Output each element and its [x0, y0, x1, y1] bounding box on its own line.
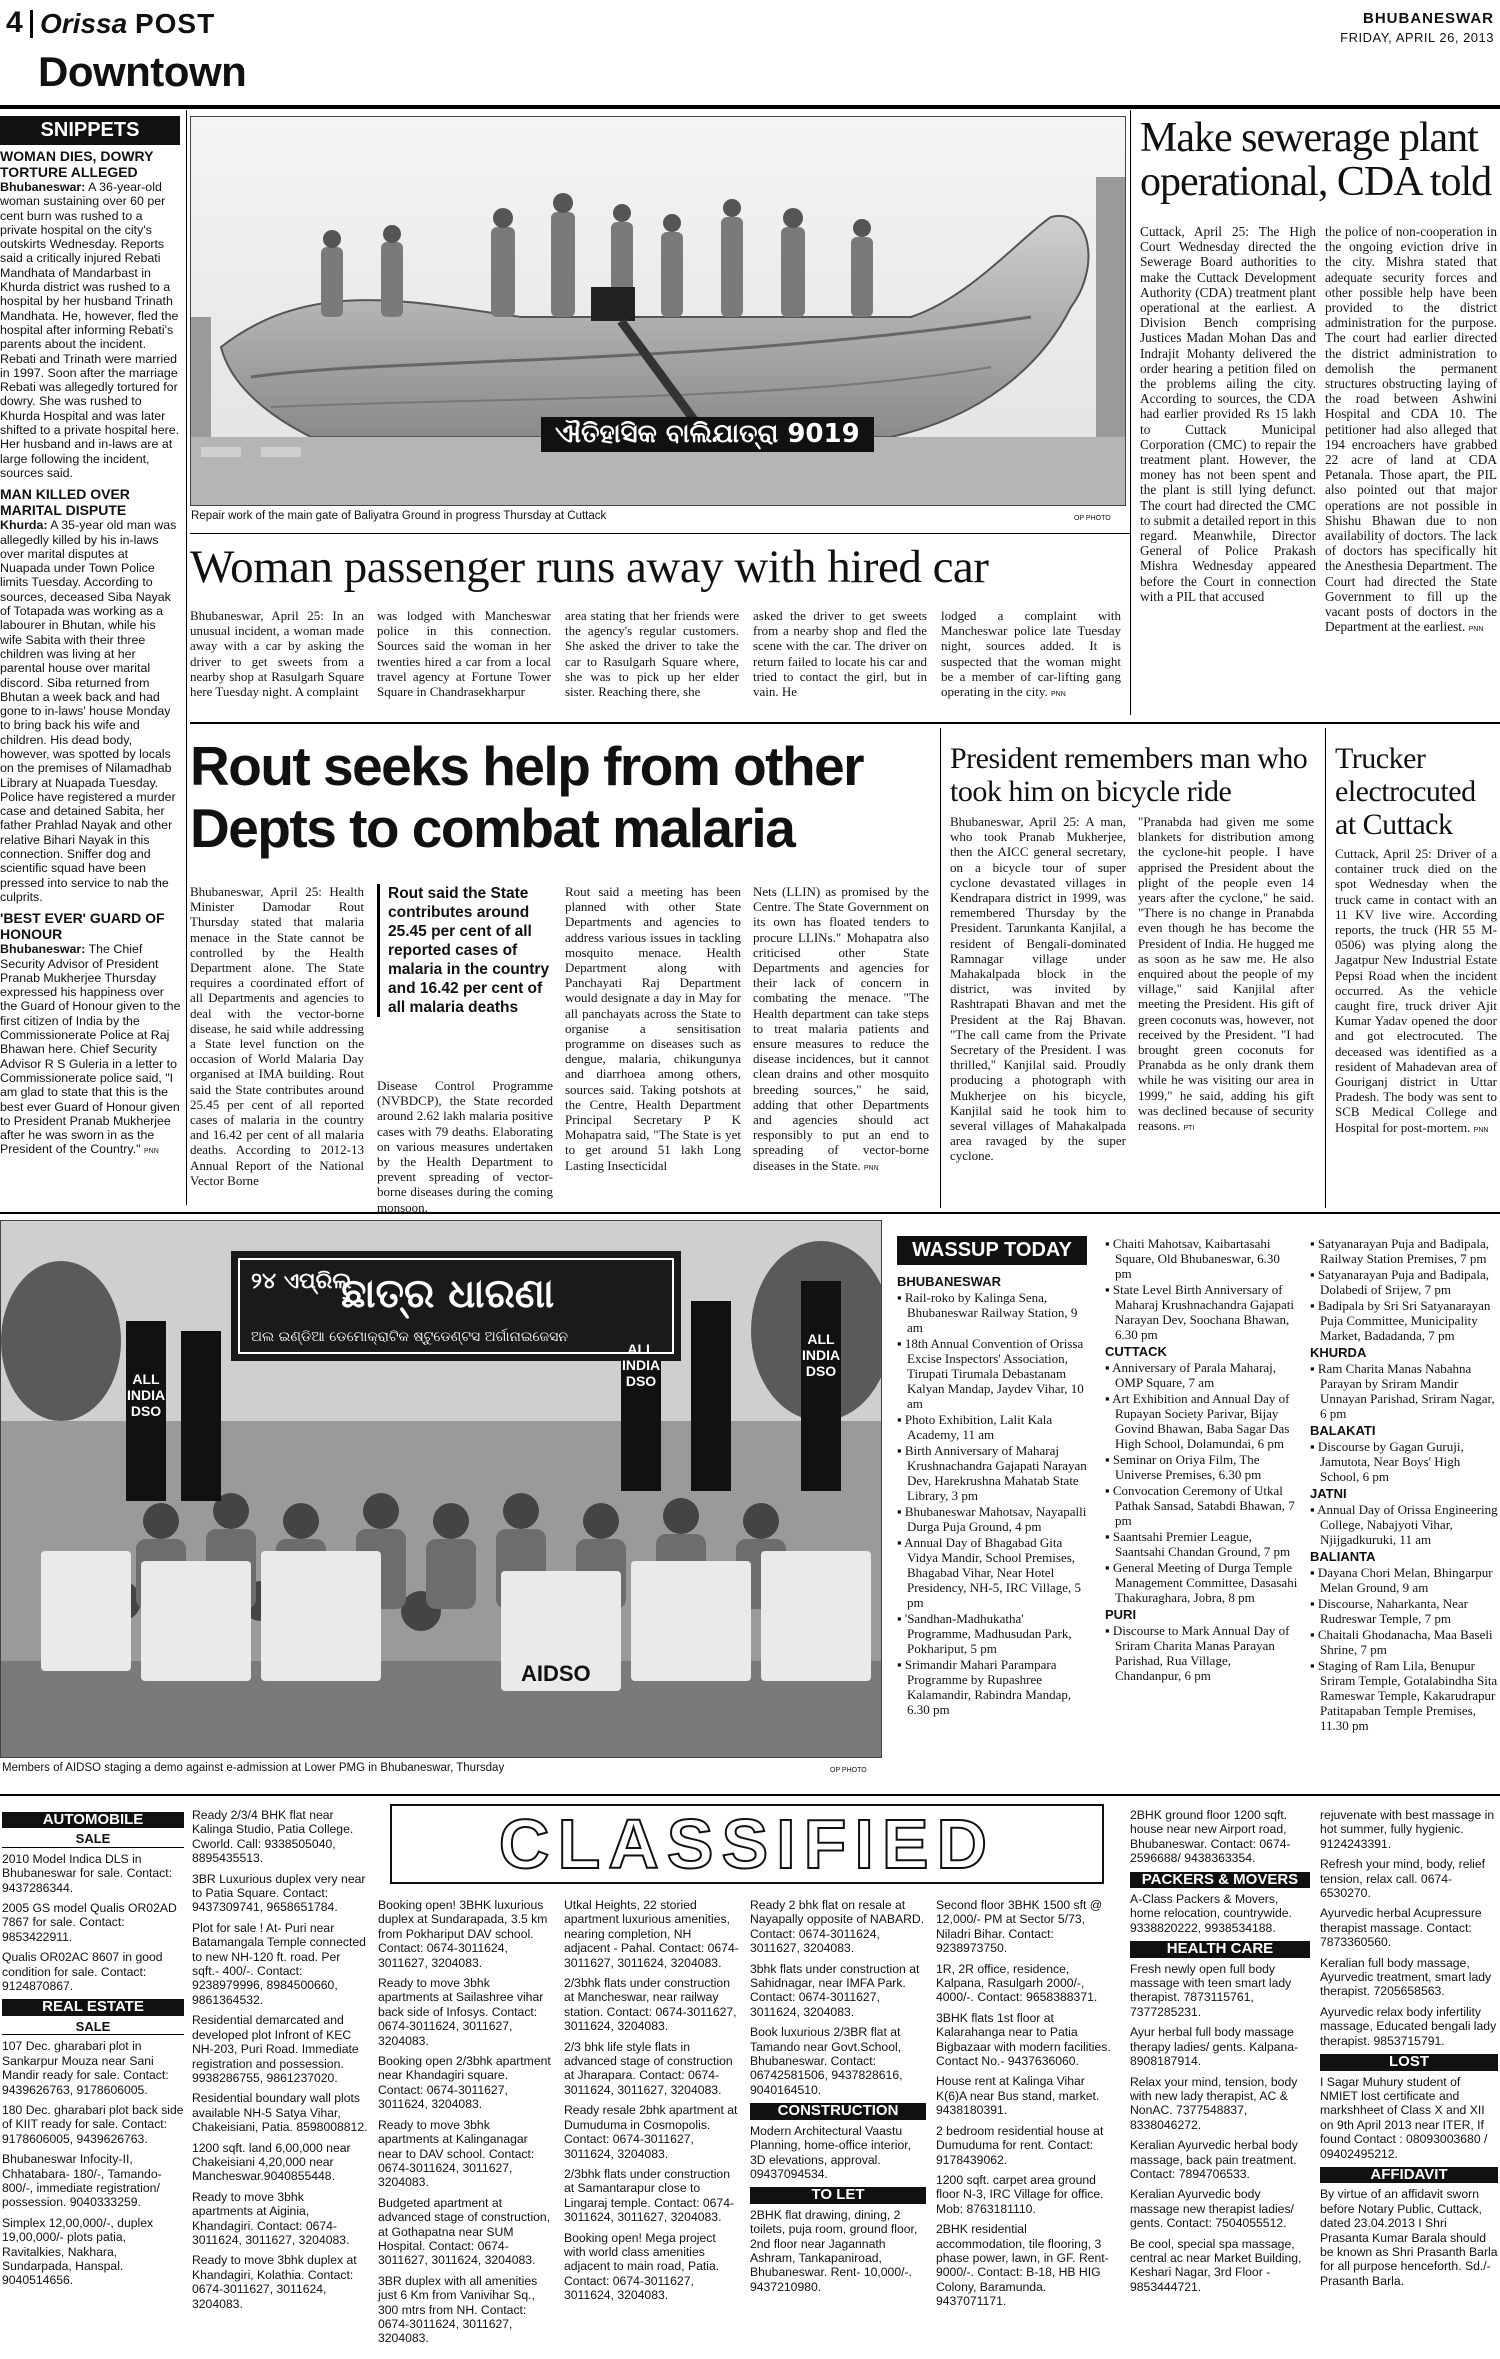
- snippets-heading: SNIPPETS: [0, 116, 180, 145]
- ad: Ayurvedic herbal Acupressure therapist massage. Contact: 7873360560.: [1320, 1906, 1482, 1950]
- baliyatra-signboard: ଐତିହାସିକ ବାଲିଯାତ୍ରା 9019: [541, 417, 874, 452]
- classified-banner: [390, 1804, 1104, 1884]
- event-text: Saantsahi Premier League, Saantsahi Chandan Ground, 7 pm: [1112, 1529, 1291, 1559]
- to-let-heading: TO LET: [750, 2187, 926, 2203]
- event-text: Seminar on Oriya Film, The Universe Premises, 6.30 pm: [1112, 1452, 1262, 1482]
- event-item: [1310, 1502, 1500, 1547]
- event-text: Birth Anniversary of Maharaj Krushnachandra Gajapati Narayan Dev, Harekrushna Mahatab State Library, 3 pm: [904, 1443, 1087, 1503]
- aidso-demo-photo: [0, 1220, 882, 1758]
- baliyatra-gate-photo: [190, 116, 1126, 506]
- bullet-icon: ▪: [897, 1290, 905, 1305]
- ad: Qualis OR02AC 8607 in good condition for sale. Contact: 9124870867.: [2, 1950, 163, 1994]
- event-text: Art Exhibition and Annual Day of Rupayan Society Parivar, Bijay Govind Bhawan, Baba Sagar Das High School, Dolamundai, 6 pm: [1112, 1391, 1290, 1451]
- ad: 2BHK residential accommodation, tile flooring, 3 phase power, lawn, in GF. Rent- 9000/-. Contact: B-18, HB HIG Colony, Baramunda. 9437071171.: [936, 2222, 1109, 2309]
- classified-col-8: [1320, 1808, 1498, 2294]
- dso-flag-1: ALL INDIA DSO: [127, 1371, 166, 1419]
- malaria-col-1: Bhubaneswar, April 25: Health Minister Damodar Rout Thursday stated that malaria menace in the State cannot be controlled by the Health Department alone. The State requires a coordinated effort of all Departments and agencies to deal with the vector-borne disease, he said while addressing a State level function on the occasion of World Malaria Day organised at IMA building. Rout said the State contributes around 25.45 per cent of all reported cases of malaria in the country and 16.42 per cent of all malaria deaths. According to 2012-13 Annual Report of the National Vector Borne: [190, 884, 364, 1188]
- event-item: [897, 1412, 1087, 1442]
- aidso-placard: AIDSO: [521, 1661, 591, 1686]
- bullet-icon: ▪: [1310, 1361, 1318, 1376]
- classified-col-7: [1130, 1808, 1310, 2300]
- event-text: KHURDA: [1310, 1345, 1367, 1360]
- event-item: [1310, 1236, 1500, 1266]
- ad: House rent at Kalinga Vihar K(6)A near Bus stand, market. 9438180391.: [936, 2074, 1100, 2118]
- event-item: [1105, 1452, 1299, 1482]
- real-estate-heading: REAL ESTATE: [2, 1999, 184, 2015]
- event-text: PURI: [1105, 1607, 1137, 1622]
- event-text: Rail-roko by Kalinga Sena, Bhubaneswar Railway Station, 9 am: [904, 1290, 1078, 1335]
- ad: 3BR Luxurious duplex very near to Patia Square. Contact: 9437309741, 9658651784.: [192, 1871, 366, 1915]
- bullet-icon: ▪: [1310, 1267, 1318, 1282]
- bullet-icon: ▪: [1105, 1282, 1113, 1297]
- ad: Ready to move 3bhk duplex at Khandagiri, Kolathia. Contact: 0674-3011627, 3011624, 3204083.: [192, 2253, 357, 2311]
- ad: Ready resale 2bhk apartment at Dumuduma in Cosmopolis. Contact: 0674-3011627, 3011624, 3204083.: [564, 2103, 738, 2161]
- bullet-icon: ▪: [1105, 1452, 1113, 1467]
- event-location: [1310, 1345, 1500, 1360]
- event-text: General Meeting of Durga Temple Management Committee, Dasasahi Thakuraghara, Jobra, 8 pm: [1112, 1560, 1298, 1605]
- ad: Ready to move 3bhk apartments at Sailashree vihar back side of Infosys. Contact: 0674-3011624, 3011627, 3204083.: [378, 1976, 544, 2048]
- event-item: [1310, 1361, 1500, 1421]
- ad: Fresh newly open full body massage with teen smart lady therapist. 7873115761, 7377285231.: [1130, 1961, 1292, 2019]
- ad: Plot for sale ! At- Puri near Batamangala Temple connected to new NH-120 ft. road. Per sqft.- 400/-. Contact: 9238979996, 8984500660, 9861364532.: [192, 1920, 366, 2007]
- ad: Ayur herbal full body massage therapy ladies/ gents. Kalpana- 8908187914.: [1130, 2025, 1299, 2069]
- ad: 2/3 bhk life style flats in advanced stage of construction at Jharapara. Contact: 0674-3011624, 3011627, 3204083.: [564, 2039, 733, 2097]
- event-item: [897, 1290, 1087, 1335]
- event-item: [1105, 1483, 1299, 1528]
- event-text: JATNI: [1310, 1486, 1347, 1501]
- event-item: [1105, 1529, 1299, 1559]
- bullet-icon: ▪: [897, 1504, 905, 1519]
- trucker-headline: Trucker electrocuted at Cuttack: [1335, 742, 1476, 841]
- ad: 1200 sqft. land 6,00,000 near Chakeisiani 4,20,000 near Mancheswar.9040855448.: [192, 2140, 351, 2184]
- trucker-text: Cuttack, April 25: Driver of a container truck died on the spot Wednesday when the truck came in contact with an 11 KV live wire. According reports, the truck (HR 55 M- 0506) was plying along the Jagatpur New Industrial Estate Pepsi Road when the incident occurred. As the vehicle caught fire, truck driver Ajit Kumar Yadav opened the door and got electrocuted. The deceased was identified as a resident of Mahadevan area of Gouriganj district in Uttar Pradesh. The body was sent to SCB Medical College and Hospital for post-mortem. PNN: [1335, 846, 1497, 1135]
- event-text: Staging of Ram Lila, Benupur Sriram Temple, Gotalabindha Sita Rameswar Temple, Kakarudrapur Patitapaban Temple Premises, 11.30 pm: [1317, 1658, 1498, 1733]
- classified-col-6: [936, 1898, 1112, 2315]
- ad: By virtue of an affidavit sworn before Notary Public, Cuttack, dated 23.04.2013 I Shri Prasanta Kumar Barala should be known as Shri Prasanth Barla for all purpose henceforth. Sd./- Prasanth Barla.: [1320, 2187, 1498, 2288]
- snippet-3: [0, 910, 181, 1159]
- bullet-icon: ▪: [1105, 1236, 1113, 1251]
- woman-col-2: was lodged with Mancheswar police in this connection. Sources said the woman in her twenties hired a car from a local travel agency at Fortune Tower Square in Chandrasekharpur: [377, 608, 551, 700]
- event-text: Discourse to Mark Annual Day of Sriram Charita Manas Parayan Parishad, Rua Village, Chandanpur, 6 pm: [1112, 1623, 1290, 1683]
- malaria-col-3: Rout said a meeting has been planned with other State Departments and agencies to address various issues in tackling mosquito menace. Health Department along with Panchayati Raj Department would designate a day in May for all panchayats across the State to organise a sensitisation programme on diseases such as dengue, malaria, chikungunya and diarrhoea among others, sources said. Taking potshots at the Centre, Health Department Principal Secretary P K Mohapatra said, "The State is yet to get around 51 lakh Long Lasting Insecticidal: [565, 884, 741, 1173]
- wassup-heading: WASSUP TODAY: [897, 1236, 1087, 1265]
- event-location: [1105, 1344, 1299, 1359]
- event-item: [897, 1336, 1087, 1411]
- sewerage-col2: the police of non-cooperation in the ongoing eviction drive in the city. Mishra stated that adequate security forces and other possible help have been provided to the district administration for the purpose. The court had earlier directed the district administration to demolish the permanent structures obstructing laying of the road between Ashwini Hospital and CDA 10. The petitioner had also alleged that 194 encroachers have grabbed 22 acre of land at CDA Petanala. Those apart, the PIL also pointed out that major operations are not possible in Shishu Bhawan due to non availability of doctors. The lack of doctors has specifically hit the Anesthesia Department. The Court had directed the State Government to fill up the vacant posts of doctors in the Department at the earliest. PNN: [1325, 224, 1497, 635]
- masthead-city: BHUBANESWAR: [1363, 10, 1494, 27]
- event-item: [1310, 1267, 1500, 1297]
- bullet-icon: ▪: [1105, 1560, 1113, 1575]
- ad: Be cool, special spa massage, central ac near Market Building, Keshari Nagar, 3rd Floor - 9853444721.: [1130, 2236, 1302, 2294]
- snippet-text: Khurda: A 35-year old man was allegedly killed by his in-laws over marital disputes at Nuapada under Town Police limits Tuesday. According to sources, deceased Siba Nayak of Totapada was working as a labourer in Bhutan, while his wife Sabita with their three children was living at her parental house over marital discord. Siba returned from Bhutan a week back and had gone to in-laws' house Monday to bring back his wife and children. His dead body, however, was spotted by locals on the premises of Nilamadhab Library at Nuapada Tuesday. Police have registered a murder case and detained Sabita, her father Prahlad Nayak and other relative Bihari Nayak in this connection. Sniffer dog and scientific squad have been pressed into service to nab the culprits.: [0, 518, 177, 904]
- ad: 2/3bhk flats under construction at Mancheswar, near railway station. Contact: 0674-3011627, 3011624, 3204083.: [564, 1976, 737, 2034]
- wassup-col-2: [1105, 1236, 1299, 1684]
- classified-title: CLASSIFIED: [498, 1805, 996, 1883]
- event-text: Convocation Ceremony of Utkal Pathak Sansad, Satabdi Bhawan, 7 pm: [1112, 1483, 1295, 1528]
- event-item: [1105, 1236, 1299, 1281]
- sewerage-col1: Cuttack, April 25: The High Court Wednesday directed the Sewerage Board authorities to make the Cuttack Development Authority (CDA) treatment plant operational at the earliest. A Division Bench comprising Justices Madan Mohan Das and Indrajit Mohanty delivered the order hearing a petition filed on the problems ailing the city. According to sources, the CDA had earlier provided Rs 15 lakh to Cuttack Municipal Corporation (CMC) to repair the treatment plant. However, the money has not been spent and the plant is still lying defunct. The court had directed the CMC to submit a detailed report in this regard. Meanwhile, Director General of Police Prakash Mishra Wednesday appeared before the Court in connection with a PIL that accused: [1140, 224, 1316, 604]
- ad: 3BHK flats 1st floor at Kalarahanga near to Patia Bigbazaar with modern facilities. Contact No.- 9437636060.: [936, 2010, 1111, 2069]
- ad: 107 Dec. gharabari plot in Sankarpur Mouza near Sani Mandir ready for sale. Contact: 9439626763, 9178606005.: [2, 2039, 169, 2097]
- event-location: [1105, 1607, 1299, 1622]
- ad: Budgeted apartment at advanced stage of construction, at Gothapatna near SUM Hospital. Contact: 0674-3011627, 3011624, 3204083.: [378, 2195, 551, 2268]
- event-text: Badipala by Sri Sri Satyanarayan Puja Committee, Municipality Market, Badadanda, 7 pm: [1317, 1298, 1491, 1343]
- ad: Keralian Ayurvedic body massage new therapist ladies/ gents. Contact: 7504055512.: [1130, 2187, 1294, 2231]
- event-item: [1105, 1360, 1299, 1390]
- bullet-icon: ▪: [1105, 1391, 1113, 1406]
- section-title: Downtown: [38, 48, 247, 95]
- wassup-col-1: [897, 1272, 1087, 1718]
- woman-col-5: lodged a complaint with Mancheswar police late Tuesday night, sources added. It is suspected that the woman might be a member of car-lifting gang operating in the city. PNN: [941, 608, 1121, 700]
- photo1-credit: OP PHOTO: [1074, 515, 1111, 522]
- woman-col-4: asked the driver to get sweets from a nearby shop and fled the scene with the car. The driver on return failed to locate his car and tried to contact the girl, but in vain. He: [753, 608, 927, 700]
- president-headline: President remembers man who took him on bicycle ride: [950, 742, 1308, 808]
- automobile-heading: AUTOMOBILE: [2, 1812, 184, 1828]
- bullet-icon: ▪: [1310, 1596, 1318, 1611]
- woman-col-1: Bhubaneswar, April 25: In an unusual incident, a woman made away with a car by asking the driver to get sweets from a nearby shop at Rasulgarh Square here Tuesday night. A complaint: [190, 608, 364, 700]
- ad: Booking open! Mega project with world class amenities adjacent to main road, Patia. Contact: 0674-3011627, 3011624, 3204083.: [564, 2230, 720, 2303]
- ad: 2BHK flat drawing, dining, 2 toilets, puja room, ground floor, 2nd floor near Jagannath Ashram, Tankapaniroad, Bhubaneswar. Rent- 10,000/-. 9437210980.: [750, 2207, 918, 2294]
- photo2-caption: Members of AIDSO staging a demo against e-admission at Lower PMG in Bhubaneswar, Thursday: [2, 1762, 505, 1774]
- ad: Second floor 3BHK 1500 sft @ 12,000/- PM at Sector 5/73, Niladri Bihar. Contact: 9238973750.: [936, 1898, 1103, 1956]
- bullet-icon: ▪: [897, 1443, 905, 1458]
- ad: Residential demarcated and developed plot Infront of KEC NH-203, Puri Road. Immediate registration and possession. 9938286755, 9861237020.: [192, 2013, 359, 2085]
- ad: Booking open! 3BHK luxurious duplex at Sundarapada, 3.5 km from Pokhariput DAV school. Contact: 0674-3011624, 3011627, 3204083.: [378, 1898, 548, 1970]
- classified-col-3: [378, 1898, 554, 2352]
- event-text: Chaitali Ghodanacha, Maa Baseli Shrine, 7 pm: [1317, 1627, 1493, 1657]
- bullet-icon: ▪: [897, 1412, 905, 1427]
- lost-heading: LOST: [1320, 2054, 1498, 2070]
- event-text: Annual Day of Orissa Engineering College, Nabajyoti Vihar, Njijgadkuruki, 11 am: [1317, 1502, 1498, 1547]
- bullet-icon: ▪: [1105, 1529, 1113, 1544]
- event-item: [1310, 1298, 1500, 1343]
- classified-col-automobile: [2, 1808, 184, 2294]
- event-item: [897, 1504, 1087, 1534]
- bullet-icon: ▪: [897, 1535, 905, 1550]
- photo2-credit: OP PHOTO: [830, 1767, 867, 1774]
- event-location: [897, 1274, 1087, 1289]
- event-item: [897, 1535, 1087, 1610]
- ad: Ready to move 3bhk apartments at Kalinganagar near to DAV school. Contact: 0674-3011624, 3011627, 3204083.: [378, 2117, 535, 2190]
- ad: 1R, 2R office, residence, Kalpana, Rasulgarh 2000/-, 4000/-. Contact: 9658388371.: [936, 1961, 1098, 2005]
- bullet-icon: ▪: [1310, 1439, 1318, 1454]
- snippet-text: Bhubaneswar: A 36-year-old woman sustaining over 60 per cent burn was rushed to a private hospital on the city's outskirts Wednesday. Reports said a critically injured Rebati Mandhata of Mandarbast in Khurda district was rushed to a hospital by her husband Trinath Mandhata. He, however, fled the hospital after informing Rebati's parents about the incident. Rebati and Trinath were married in 1997. Soon after the marriage Rebati was allegedly tortured for dowry. She was rushed to Khurda Hospital and was later shifted to a private hospital here. Her husband and in-laws are at large following the incident, sources said.: [0, 180, 180, 480]
- ad: 2005 GS model Qualis OR02AD 7867 for sale. Contact: 9853422911.: [2, 1901, 177, 1944]
- malaria-pullquote: Rout said the State contributes around 25.45 per cent of all reported cases of malaria in the country and 16.42 per cent of all malaria deaths: [377, 884, 556, 1017]
- event-text: Satyanarayan Puja and Badipala, Railway Station Premises, 7 pm: [1317, 1236, 1489, 1266]
- ad: Simplex 12,00,000/-, duplex 19,00,000/- plots patia, Ravitalkies, Nakhara, Sundarpada, Hanspal. 9040514656.: [2, 2215, 154, 2288]
- malaria-headline: Rout seeks help from other Depts to combat malaria: [190, 735, 864, 859]
- ad: Ready 2/3/4 BHK flat near Kalinga Studio, Patia College. Cworld. Call: 9338505040, 8895435513.: [192, 1808, 354, 1866]
- bullet-icon: ▪: [897, 1657, 905, 1672]
- president-col1: Bhubaneswar, April 25: A man, who took Pranab Mukherjee, then the AICC general secretary, on a bicycle tour of super cyclone devastated villages in Kendrapara district in 1999, was remembered Thursday by the President. Tarunkanta Kanjilal, a resident of Bengali-dominated Ramnagar village under Mahakalpada block in the district, was invited by Rashtrapati Bhavan and met the President at the Raj Bhavan. "The call came from the Private Secretary of the President. I was thrilled," Kanjilal said. Proudly producing a photograph with Mukherjee on his bicycle, Kanjilal said he took him to several villages of Mahakalpada area ravaged by the super cyclone.: [950, 814, 1126, 1164]
- event-text: Dayana Chori Melan, Bhingarpur Melan Ground, 9 am: [1317, 1565, 1493, 1595]
- bullet-icon: ▪: [1310, 1236, 1318, 1251]
- bullet-icon: ▪: [1105, 1360, 1113, 1375]
- ad: Residential boundary wall plots available NH-5 Satya Vihar, Chakeisiani, Patia. 8598008812.: [192, 2091, 368, 2135]
- event-text: BHUBANESWAR: [897, 1274, 1001, 1289]
- ad: Utkal Heights, 22 storied apartment luxurious amenities, nearing completion, NH adjacent - Pahal. Contact: 0674-3011627, 3011624, 3204083.: [564, 1898, 739, 1970]
- dso-flag-2: ALL INDIA DSO: [622, 1341, 661, 1389]
- ad: A-Class Packers & Movers, home relocation, countrywide. 9338820222, 9938534188.: [1130, 1892, 1292, 1935]
- ad: Booking open 2/3bhk apartment near Khandagiri square. Contact: 0674-3011627, 3011624, 3204083.: [378, 2054, 551, 2112]
- event-text: Satyanarayan Puja and Badipala, Dolabedi of Srijew, 7 pm: [1317, 1267, 1489, 1297]
- event-item: [1310, 1565, 1500, 1595]
- event-item: [1105, 1282, 1299, 1342]
- event-location: [1310, 1486, 1500, 1501]
- ad: 2/3bhk flats under construction at Samantarapur close to Lingaraj temple. Contact: 0674-3011624, 3011627, 3204083.: [564, 2166, 735, 2225]
- construction-heading: CONSTRUCTION: [750, 2103, 926, 2119]
- woman-col-3: area stating that her friends were the agency's regular customers. She asked the driver to take the car to Rasulgarh Square where, she was to pick up her elder sister. Reaching there, she: [565, 608, 739, 700]
- ad: Keralian full body massage, Ayurvedic treatment, smart lady therapist. 7205658563.: [1320, 1955, 1492, 1999]
- sewerage-headline: Make sewerage plant operational, CDA told: [1140, 115, 1492, 205]
- ad: 3bhk flats under construction at Sahidnagar, near IMFA Park. Contact: 0674-3011627, 3011624, 3204083.: [750, 1961, 920, 2019]
- packers-heading: PACKERS & MOVERS: [1130, 1872, 1310, 1888]
- wassup-col-3: [1310, 1236, 1500, 1734]
- event-item: [897, 1657, 1087, 1717]
- event-text: Photo Exhibition, Lalit Kala Academy, 11 am: [904, 1412, 1053, 1442]
- event-text: Discourse by Gagan Guruji, Jamutota, Near Boys' High School, 6 pm: [1317, 1439, 1464, 1484]
- ad: Refresh your mind, body, relief tension, relax call. 0674-6530270.: [1320, 1857, 1486, 1901]
- ad: Bhubaneswar Infocity-II, Chhatabara- 180/-, Tamando- 800/-, immediate registration/ possession. 9040333259.: [2, 2152, 162, 2210]
- snippet-text: Bhubaneswar: The Chief Security Advisor of President Pranab Mukherjee Thursday expressed his happiness over the Guard of Honour given to the first citizen of India by the Commissionerate Police at Raj Bhawan here. Chief Security Advisor R S Guleria in a letter to Commissionerate police said, "I am glad to state that this is the best ever Guard of Honour given to President Pranab Mukherjee after he was sworn in as the President of the Country." PNN: [0, 942, 181, 1157]
- bullet-icon: ▪: [1105, 1623, 1113, 1638]
- ad: 2010 Model Indica DLS in Bhubaneswar for sale. Contact: 9437286344.: [2, 1851, 173, 1895]
- bullet-icon: ▪: [897, 1611, 905, 1626]
- snippets-column: [0, 148, 181, 1160]
- event-item: [1105, 1391, 1299, 1451]
- event-text: State Level Birth Anniversary of Maharaj Krushnachandra Gajapati Narayan Dev, Soochana Bhawan, 6.30 pm: [1112, 1282, 1295, 1342]
- ad: 1200 sqft. carpet area ground floor N-3, IRC Village for office. Mob: 8763181110.: [936, 2172, 1104, 2216]
- ad: 180 Dec. gharabari plot back side of KIIT ready for sale. Contact: 9178606005, 9439626763.: [2, 2102, 184, 2146]
- event-text: Bhubaneswar Mahotsav, Nayapalli Durga Puja Ground, 4 pm: [904, 1504, 1087, 1534]
- event-item: [1105, 1560, 1299, 1605]
- event-location: [1310, 1423, 1500, 1438]
- classified-col-2: [192, 1808, 368, 2317]
- brand-logo: Orissa POST: [40, 8, 216, 39]
- woman-passenger-headline: Woman passenger runs away with hired car: [190, 541, 989, 593]
- masthead-date: FRIDAY, APRIL 26, 2013: [1340, 30, 1494, 45]
- ad: 3BR duplex with all amenities just 6 Km from Vanivihar Sq., 300 mtrs from NH. Contact: 0674-3011624, 3011627, 3204083.: [378, 2273, 538, 2346]
- bullet-icon: ▪: [1310, 1502, 1318, 1517]
- event-text: 18th Annual Convention of Orissa Excise Inspectors' Association, Tirupati Tirumala Debastanam Kalyan Mandap, Jaydev Vihar, 10 am: [904, 1336, 1084, 1411]
- president-col2: "Pranabda had given me some blankets for distribution among the cyclone-hit people. I have apprised the President about the plight of the people even 14 years after the cyclone," he said. "There is no change in Pranabda even though he has become the President of India. He hugged me as soon as he saw me. He also enquired about the people of my village," said Kanjilal after meeting the President. His gift of green coconuts was, however, not received by the President. "I had brought green coconuts for Pranabda as he only drank them while he was visiting our area in 1999," he said, adding his gift was declined because of security reasons. PTI: [1138, 814, 1314, 1134]
- snippet-title: WOMAN DIES, DOWRY TORTURE ALLEGED: [0, 148, 154, 180]
- ad: rejuvenate with best massage in hot summer, fully hygienic. 9124243391.: [1320, 1808, 1495, 1851]
- dso-flag-3: ALL INDIA DSO: [802, 1331, 841, 1379]
- malaria-col-2: Disease Control Programme (NVBDCP), the State recorded around 2.62 lakh malaria positive cases with 79 deaths. Elaborating on various measures undertaken by the Health Department to prevent spreading of vector-borne diseases during the coming monsoon,: [377, 1078, 553, 1215]
- bullet-icon: ▪: [1310, 1627, 1318, 1642]
- bullet-icon: ▪: [1105, 1483, 1113, 1498]
- ad: Book luxurious 2/3BR flat at Tamando near Govt.School, Bhubaneswar. Contact: 06742581506, 9437828616, 9040164510.: [750, 2025, 903, 2097]
- ad: Modern Architectural Vaastu Planning, home-office interior, 3D elevations, approval. 09437094534.: [750, 2123, 912, 2181]
- event-item: [897, 1611, 1087, 1656]
- event-text: 'Sandhan-Madhukatha' Programme, Madhusudan Park, Pokhariput, 5 pm: [904, 1611, 1072, 1656]
- event-text: Discourse, Naharkanta, Near Rudreswar Temple, 7 pm: [1317, 1596, 1469, 1626]
- event-text: Chaiti Mahotsav, Kaibartasahi Square, Old Bhubaneswar, 6.30 pm: [1112, 1236, 1280, 1281]
- banner-title: ଛାତ୍ର ଧାରଣା: [341, 1271, 555, 1317]
- snippet-title: MAN KILLED OVER MARITAL DISPUTE: [0, 486, 130, 519]
- event-item: [1310, 1439, 1500, 1484]
- malaria-col-4: Nets (LLIN) as promised by the Centre. The State Government on its own has floated tenders to procure LLINs." Mohapatra also criticised other State Departments and agencies for their lack of concern in combating the menace. "The Health department can take steps to treat malaria patients and ensure measures to reduce the disease incidences, but it cannot clean drains and other mosquito breeding sources," he said, adding that other Departments and agencies should act responsibly to put an end to spreading of vector-borne diseases in the State. PNN: [753, 884, 929, 1173]
- event-item: [1310, 1596, 1500, 1626]
- bullet-icon: ▪: [1310, 1658, 1318, 1673]
- page-number: 4: [6, 6, 23, 39]
- bullet-icon: ▪: [1310, 1565, 1318, 1580]
- automobile-sale: SALE: [2, 1832, 184, 1847]
- event-item: [1310, 1658, 1500, 1733]
- affidavit-heading: AFFIDAVIT: [1320, 2167, 1498, 2183]
- event-location: [1310, 1549, 1500, 1564]
- health-care-heading: HEALTH CARE: [1130, 1941, 1310, 1957]
- event-text: Ram Charita Manas Nabahna Parayan by Sriram Mandir Unnayan Parishad, Sriram Nagar, 6 pm: [1317, 1361, 1495, 1421]
- ad: Relax your mind, tension, body with new lady therapist, AC & NonAC. 7377548837, 8338046272.: [1130, 2074, 1298, 2132]
- bullet-icon: ▪: [1310, 1298, 1318, 1313]
- ad: 2 bedroom residential house at Dumuduma for rent. Contact: 9178439062.: [936, 2123, 1104, 2167]
- banner-subtitle: ଅଲ ଇଣ୍ଡିଆ ଡେମୋକ୍ରାଟିକ ଷ୍ଟୁଡେଣ୍ଟସ ଅର୍ଗାନାଇଜେସନ: [251, 1329, 568, 1345]
- event-item: [1310, 1627, 1500, 1657]
- snippet-title: 'BEST EVER' GUARD OF HONOUR: [0, 910, 165, 943]
- snippet-1: [0, 148, 181, 480]
- ad: Ready 2 bhk flat on resale at Nayapally opposite of NABARD. Contact: 0674-3011624, 3011627, 3204083.: [750, 1898, 925, 1956]
- event-item: [1105, 1623, 1299, 1683]
- event-text: BALAKATI: [1310, 1423, 1376, 1438]
- snippet-2: [0, 486, 181, 904]
- ad: Keralian Ayurvedic herbal body massage, back pain treatment. Contact: 7894706533.: [1130, 2138, 1298, 2181]
- ad: 2BHK ground floor 1200 sqft. house near new Airport road, Bhubaneswar. Contact: 0674-2596688/ 9438363354.: [1130, 1808, 1291, 1866]
- event-text: CUTTACK: [1105, 1344, 1167, 1359]
- classified-col-5: [750, 1898, 926, 2300]
- event-text: BALIANTA: [1310, 1549, 1376, 1564]
- event-text: Anniversary of Parala Maharaj, OMP Square, 7 am: [1112, 1360, 1277, 1390]
- photo1-caption: Repair work of the main gate of Baliyatra Ground in progress Thursday at Cuttack: [191, 510, 607, 522]
- event-item: [897, 1443, 1087, 1503]
- banner-date: ୨୪ ଏପ୍ରିଲ: [251, 1269, 352, 1294]
- ad: Ready to move 3bhk apartments at Aiginia, Khandagiri. Contact: 0674-3011624, 3011627, 3204083.: [192, 2189, 350, 2247]
- event-text: Srimandir Mahari Parampara Programme by Rupashree Kalamandir, Rabindra Mandap, 6.30 pm: [904, 1657, 1072, 1717]
- ad: Ayurvedic relax body infertility massage, Educated bengali lady therapist. 9853715791.: [1320, 2004, 1497, 2048]
- ad: I Sagar Muhury student of NMIET lost certificate and markshheet of Class X and XII on 9th April 2013 near ITER, If found Contact : 08093003680 / 09402495212.: [1320, 2074, 1488, 2161]
- real-estate-sale: SALE: [2, 2020, 184, 2035]
- bullet-icon: ▪: [897, 1336, 905, 1351]
- classified-col-4: [564, 1898, 740, 2309]
- event-text: Annual Day of Bhagabad Gita Vidya Mandir, School Premises, Bhagabad Vihar, Near Hotel Presidency, NH-5, IRC Village, 5 pm: [904, 1535, 1081, 1610]
